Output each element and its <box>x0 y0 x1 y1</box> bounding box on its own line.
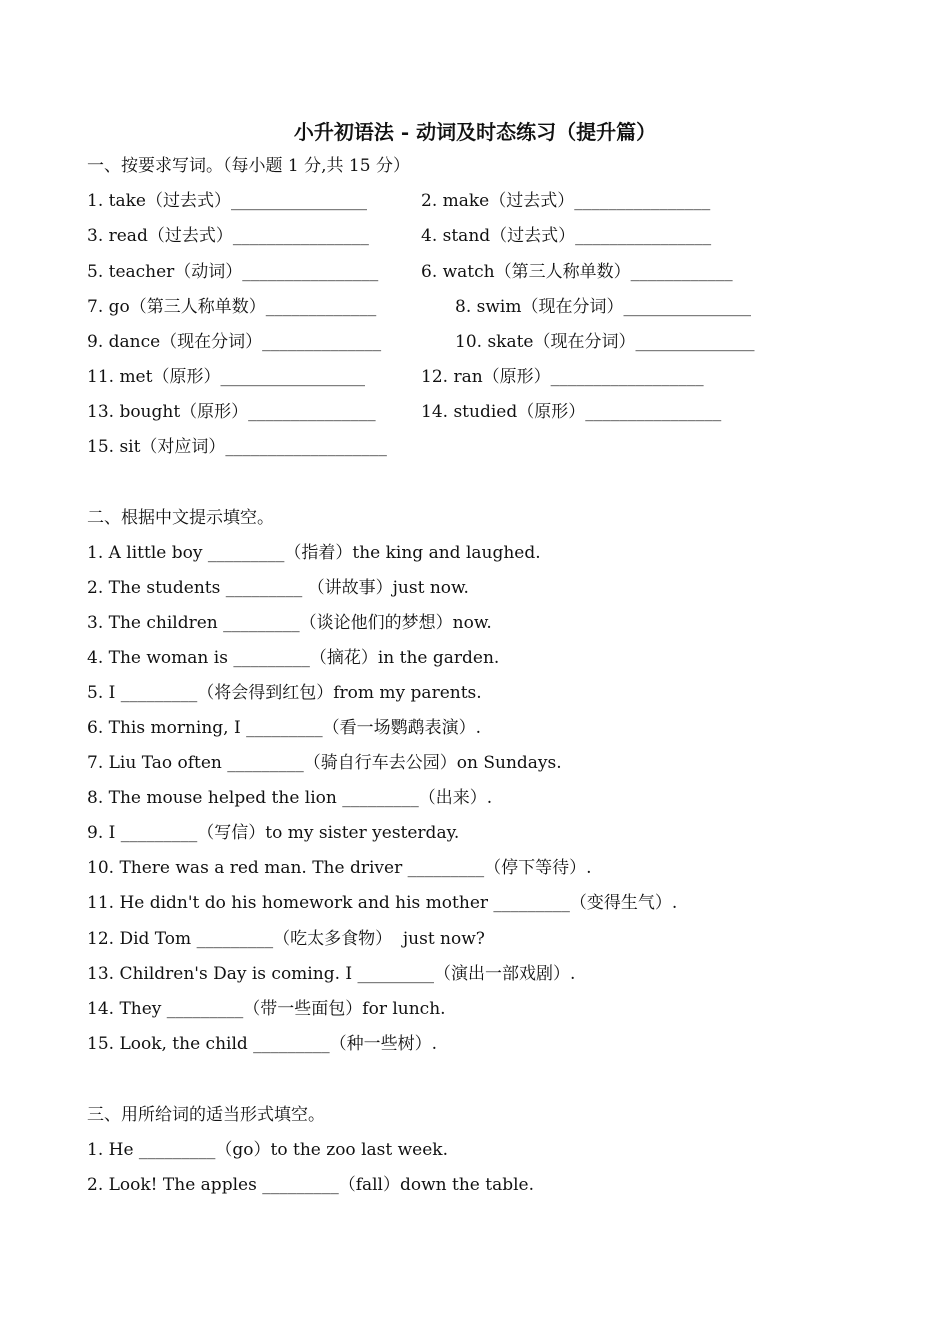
s2-item-7: 7. Liu Tao often _________（骑自行车去公园）on Sundays. <box>87 753 562 773</box>
s2-item-11: 11. He didn't do his homework and his mother _________（变得生气）. <box>87 893 678 913</box>
s1-item-1: 1. take（过去式）________________ <box>87 191 367 211</box>
s2-item-13: 13. Children's Day is coming. I _________（演出一部戏剧）. <box>87 964 576 984</box>
section1-heading: 一、按要求写词。（每小题 1 分,共 15 分） <box>87 156 410 176</box>
s1-item-8: 8. swim（现在分词）_______________ <box>455 297 751 317</box>
s2-item-14: 14. They _________（带一些面包）for lunch. <box>87 999 446 1019</box>
s2-item-15: 15. Look, the child _________（种一些树）. <box>87 1034 438 1054</box>
s1-item-14: 14. studied（原形）________________ <box>421 402 722 422</box>
s2-item-9: 9. I _________（写信）to my sister yesterday. <box>87 823 460 843</box>
s1-item-5: 5. teacher（动词）________________ <box>87 262 379 282</box>
s2-item-3: 3. The children _________（谈论他们的梦想）now. <box>87 613 492 633</box>
s1-item-15: 15. sit（对应词）___________________ <box>87 437 387 457</box>
s1-item-4: 4. stand（过去式）________________ <box>421 226 712 246</box>
s2-item-10: 10. There was a red man. The driver _________（停下等待）. <box>87 858 592 878</box>
s1-item-7: 7. go（第三人称单数）_____________ <box>87 297 377 317</box>
s1-item-9: 9. dance（现在分词）______________ <box>87 332 382 352</box>
s1-item-11: 11. met（原形）_________________ <box>87 367 365 387</box>
s2-item-5: 5. I _________（将会得到红包）from my parents. <box>87 683 482 703</box>
s1-item-10: 10. skate（现在分词）______________ <box>455 332 755 352</box>
s2-item-1: 1. A little boy _________（指着）the king and laughed. <box>87 543 541 563</box>
page-title: 小升初语法 - 动词及时态练习（提升篇） <box>293 120 657 144</box>
s3-item-1: 1. He _________（go）to the zoo last week. <box>87 1140 448 1160</box>
s2-item-12: 12. Did Tom _________（吃太多食物） just now? <box>87 929 485 949</box>
s1-item-2: 2. make（过去式）________________ <box>421 191 711 211</box>
s2-item-8: 8. The mouse helped the lion _________（出来）. <box>87 788 493 808</box>
section2-heading: 二、根据中文提示填空。 <box>87 508 274 528</box>
s1-item-3: 3. read（过去式）________________ <box>87 226 369 246</box>
s1-item-6: 6. watch（第三人称单数）____________ <box>421 262 733 282</box>
s2-item-6: 6. This morning, I _________（看一场鹦鹉表演）. <box>87 718 482 738</box>
s3-item-2: 2. Look! The apples _________（fall）down the table. <box>87 1175 535 1195</box>
section3-heading: 三、用所给词的适当形式填空。 <box>87 1105 325 1125</box>
s1-item-12: 12. ran（原形）__________________ <box>421 367 704 387</box>
s2-item-2: 2. The students _________ （讲故事）just now. <box>87 578 469 598</box>
s2-item-4: 4. The woman is _________（摘花）in the garden. <box>87 648 500 668</box>
s1-item-13: 13. bought（原形）_______________ <box>87 402 376 422</box>
